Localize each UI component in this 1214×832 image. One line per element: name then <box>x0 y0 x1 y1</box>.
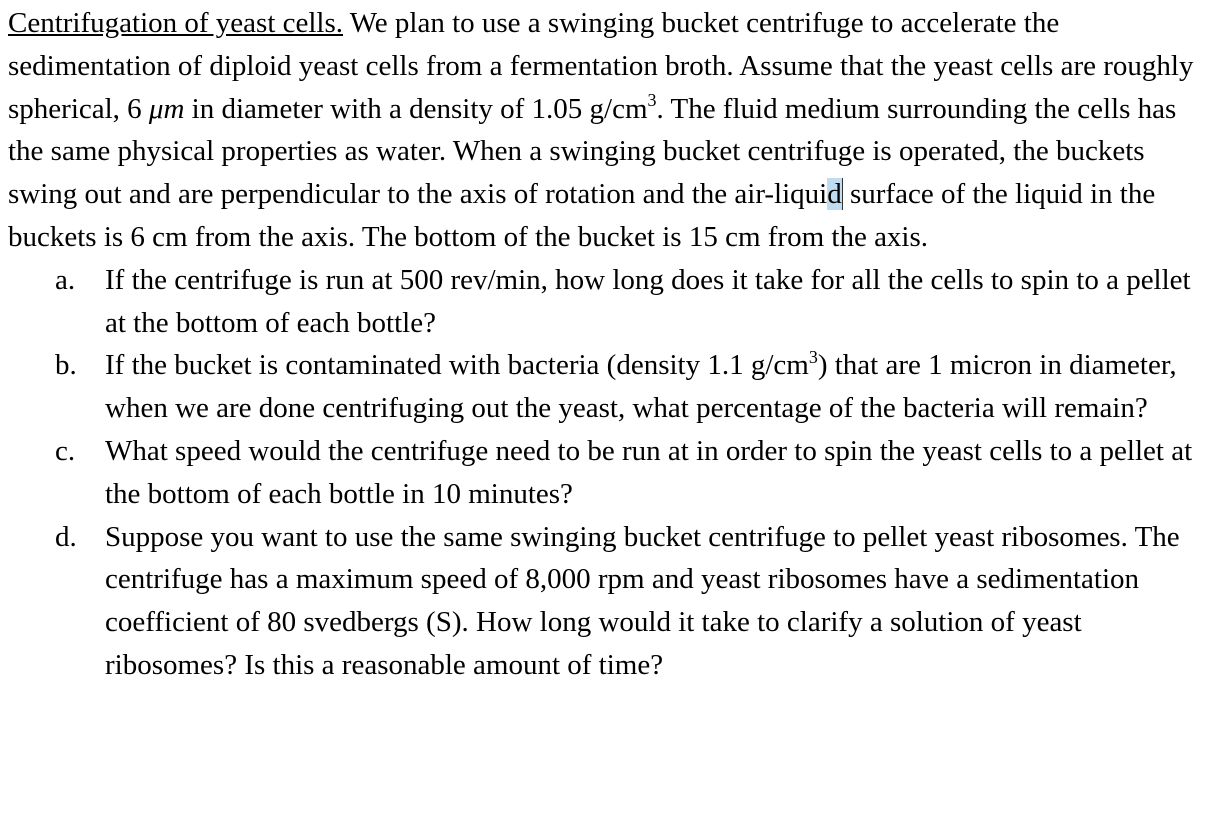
intro-paragraph <box>8 2 1208 259</box>
question-d <box>8 516 1208 687</box>
question-b <box>8 344 1208 430</box>
question-list <box>8 259 1208 687</box>
question-marker: d. <box>55 520 77 553</box>
question-text: Suppose you want to use the same swinging bucket centrifuge to pellet yeast ribosomes. The centrifuge has a maximum speed of 8,000 rpm and yeast ribosomes have a sedimentation coefficient of 80 svedbergs (S). How long would it take to clarify a solution of yeast ribosomes? Is this a reasonable amount of time? <box>105 520 1180 681</box>
question-text-part-2: ) that are 1 micron in diameter, when we are done centrifuging out the yeast, what percentage of the bacteria will remain? <box>105 349 1177 425</box>
question-marker: a. <box>55 263 76 296</box>
question-text-part-1: If the bucket is contaminated with bacteria (density 1.1 g/cm <box>105 349 809 382</box>
question-text: What speed would the centrifuge need to be run at in order to spin the yeast cells to a pellet at the bottom of each bottle in 10 minutes? <box>105 434 1193 510</box>
question-marker: c. <box>55 434 76 467</box>
question-c <box>8 430 1208 516</box>
intro-text-2: in diameter with a density of 1.05 g/cm <box>184 92 648 125</box>
intro-text-4: surface of the liquid in the buckets is 6 cm from the axis. The bottom of the bucket is 15 cm from the axis. <box>8 178 1156 253</box>
intro-text-3: . The fluid medium surrounding the cells has the same physical properties as water. When a swinging bucket centrifuge is operated, the buckets swing out and are perpendicular to the axis of rotation and the air-liqui <box>8 92 1177 211</box>
document-body <box>8 2 1208 687</box>
micrometer-unit: μm <box>148 92 185 125</box>
intro-text-1: We plan to use a swinging bucket centrifuge to accelerate the sedimentation of diploid yeast cells from a fermentation broth. Assume that the yeast cells are roughly spherical, 6 <box>8 7 1194 125</box>
question-a <box>8 259 1208 345</box>
question-superscript: 3 <box>808 346 818 367</box>
text-cursor-selection[interactable]: d <box>827 178 842 211</box>
question-text: If the centrifuge is run at 500 rev/min, how long does it take for all the cells to spin to a pellet at the bottom of each bottle? <box>105 263 1191 339</box>
problem-title: Centrifugation of yeast cells. <box>8 7 344 39</box>
question-marker: b. <box>55 349 77 382</box>
intro-superscript: 3 <box>647 90 657 111</box>
